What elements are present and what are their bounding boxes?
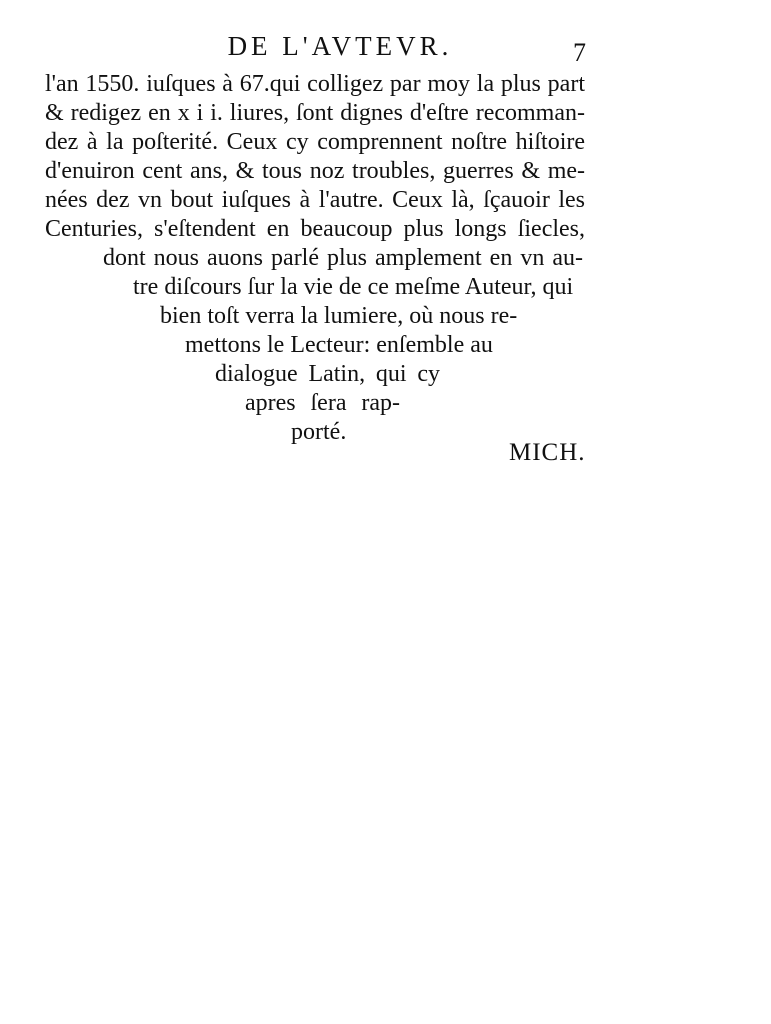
text-line-9: bien toſt verra la lumiere, où nous re-	[160, 303, 518, 329]
text-line-5: nées dez vn bout iuſques à l'autre. Ceux là, ſçauoir les	[45, 187, 585, 213]
text-line-13: porté.	[291, 419, 347, 445]
running-title: DE L'AVTEVR.	[227, 31, 453, 61]
text-line-11: dialogue Latin, qui cy	[215, 361, 440, 387]
text-line-12: apres ſera rap-	[245, 390, 400, 416]
text-line-8: tre diſcours ſur la vie de ce meſme Auteur, qui	[133, 274, 574, 300]
text-line-2: & redigez en x i i. liures, ſont dignes d'eſtre recomman-	[45, 100, 585, 126]
text-line-3: dez à la poſterité. Ceux cy comprennent noſtre hiſtoire	[45, 129, 585, 155]
catchword: MICH.	[509, 439, 586, 466]
text-line-6: Centuries, s'eſtendent en beaucoup plus longs ſiecles,	[45, 216, 585, 242]
text-line-4: d'enuiron cent ans, & tous noz troubles, guerres & me-	[45, 158, 585, 184]
text-line-10: mettons le Lecteur: enſemble au	[185, 332, 493, 358]
text-line-1: l'an 1550. iuſques à 67.qui colligez par moy la plus part	[45, 71, 585, 97]
text-line-7: dont nous auons parlé plus amplement en vn au-	[103, 245, 583, 271]
page-number: 7	[573, 38, 586, 67]
